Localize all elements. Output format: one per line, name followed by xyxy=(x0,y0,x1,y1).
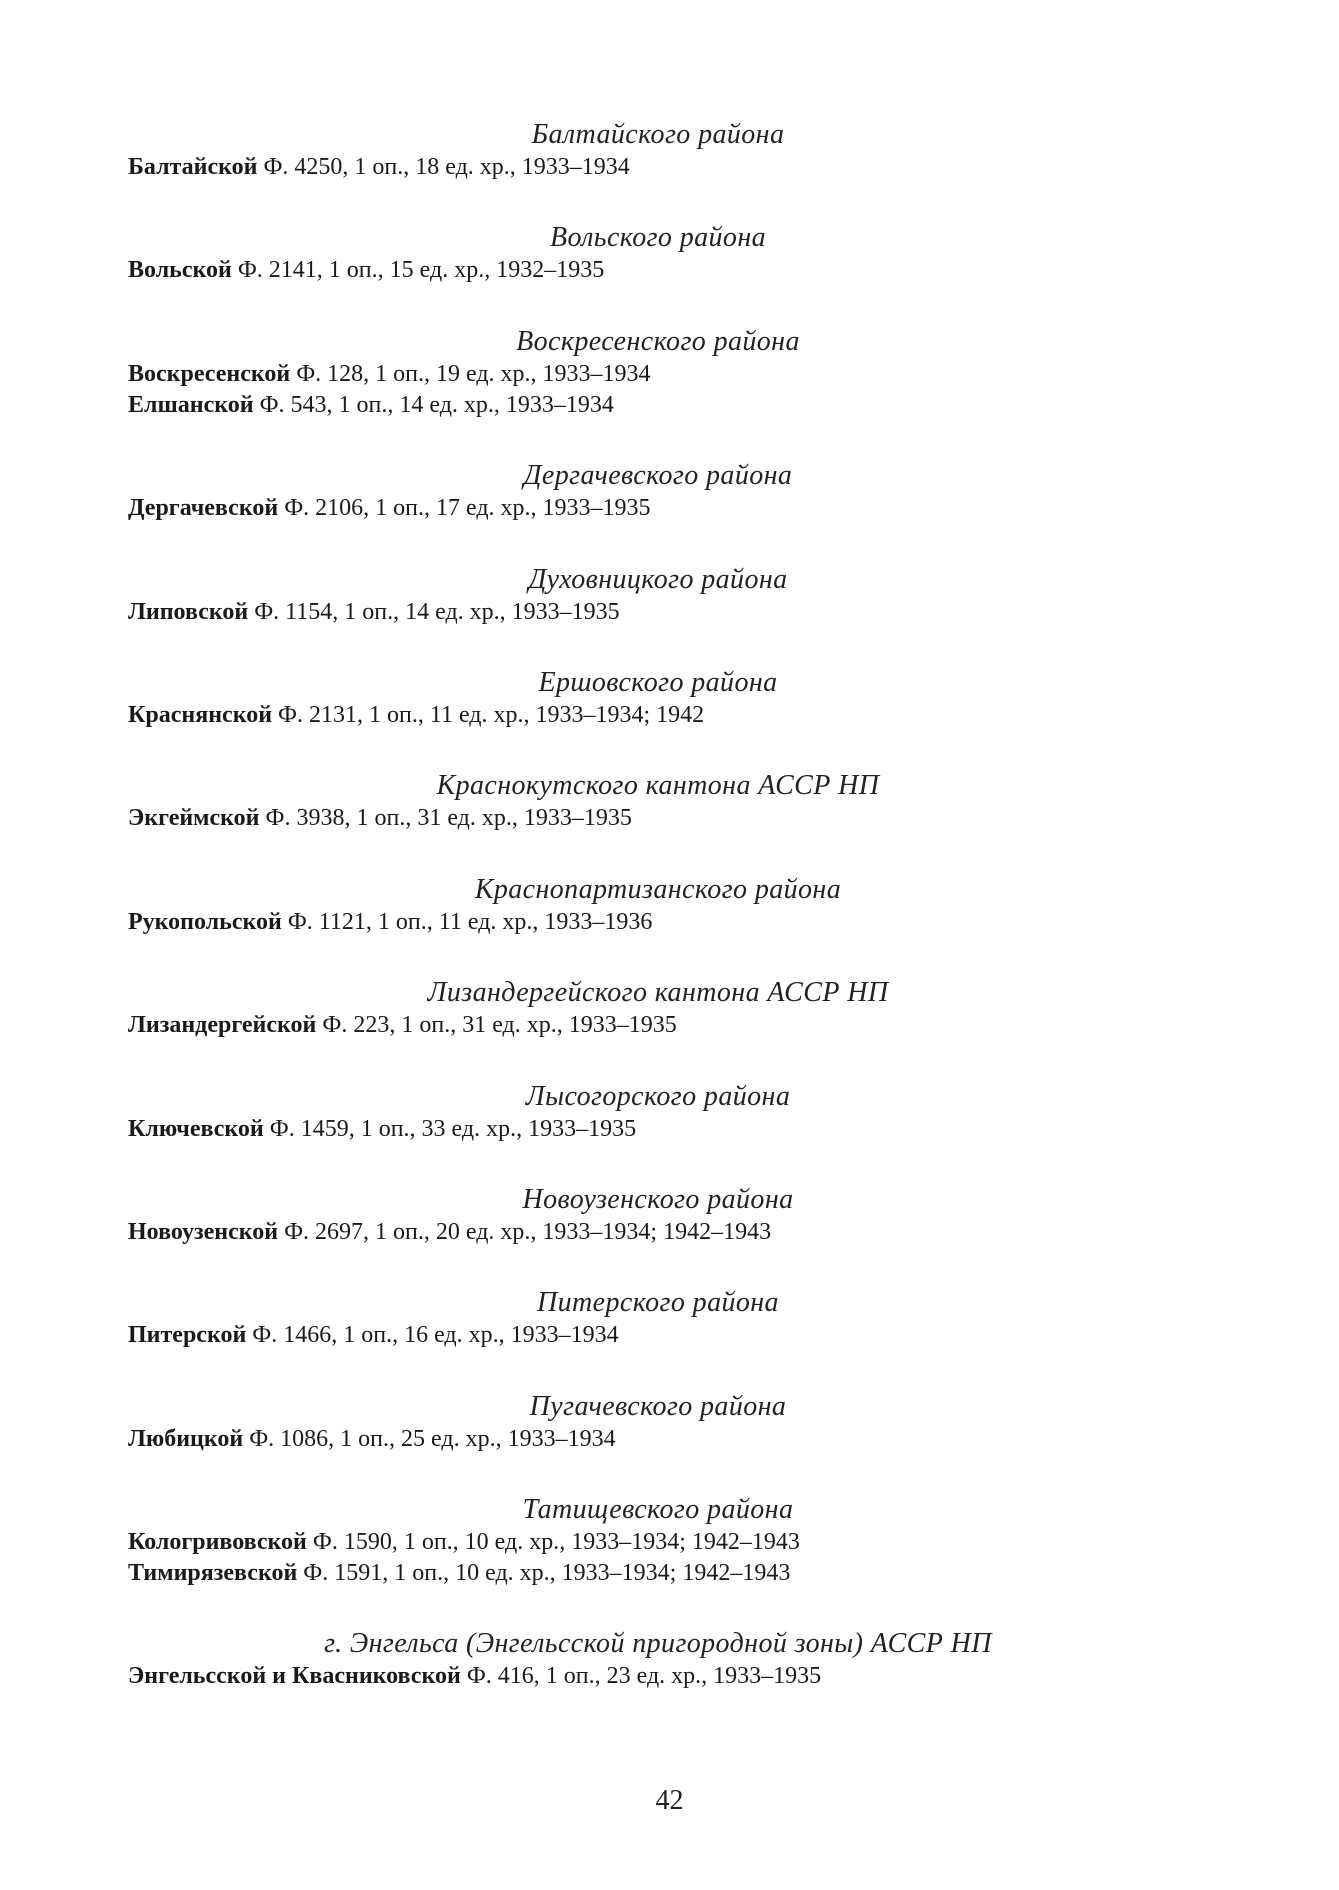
fund-entry xyxy=(128,1424,1188,1455)
section-heading: Лизандергейского кантона АССР НП xyxy=(427,977,889,1009)
section-novouzensk xyxy=(128,1183,1188,1286)
entry-details: Ф. 543, 1 оп., 14 ед. хр., 1933–1934 xyxy=(259,391,614,418)
fund-entry xyxy=(128,803,1188,834)
section-heading: Питерского района xyxy=(537,1287,779,1319)
fund-entry xyxy=(128,152,1188,183)
entry-details: Ф. 128, 1 оп., 19 ед. хр., 1933–1934 xyxy=(296,360,651,387)
entry-details: Ф. 1086, 1 оп., 25 ед. хр., 1933–1934 xyxy=(249,1425,616,1452)
section-pugachev xyxy=(128,1390,1188,1493)
section-ershov xyxy=(128,666,1188,769)
fund-entry xyxy=(128,390,1188,421)
entry-name: Рукопольской xyxy=(128,908,282,935)
fund-entry xyxy=(128,255,1188,286)
section-krasny-kut xyxy=(128,769,1188,872)
section-heading: Дергачевского района xyxy=(523,460,793,492)
entry-details: Ф. 1466, 1 оп., 16 ед. хр., 1933–1934 xyxy=(252,1322,619,1349)
fund-entry xyxy=(128,1010,1188,1041)
fund-entry xyxy=(128,1320,1188,1351)
section-heading: Новоузенского района xyxy=(522,1183,794,1215)
entry-details: Ф. 2106, 1 оп., 17 ед. хр., 1933–1935 xyxy=(284,495,651,522)
section-volsk xyxy=(128,221,1188,324)
fund-entry xyxy=(128,1217,1188,1248)
section-heading: Лысогорского района xyxy=(525,1080,791,1112)
fund-entry xyxy=(128,1114,1188,1145)
entry-name: Липовской xyxy=(128,598,249,625)
entry-name: Питерской xyxy=(128,1322,247,1349)
entry-name: Любицкой xyxy=(128,1425,244,1452)
entry-name: Новоузенской xyxy=(128,1218,279,1245)
section-lizandergei xyxy=(128,976,1188,1079)
entry-details: Ф. 3938, 1 оп., 31 ед. хр., 1933–1935 xyxy=(265,805,632,832)
section-heading: Балтайского района xyxy=(531,119,785,150)
archive-listing xyxy=(128,118,1188,1731)
fund-entry xyxy=(128,493,1188,524)
entry-name: Дергачевской xyxy=(128,495,279,522)
section-heading: Вольского района xyxy=(549,222,767,254)
entry-name: Кологривовской xyxy=(128,1529,307,1556)
entry-name: Елшанской xyxy=(128,391,254,418)
entry-name: Лизандергейской xyxy=(128,1012,317,1039)
entry-details: Ф. 2697, 1 оп., 20 ед. хр., 1933–1934; 1942–1943 xyxy=(284,1218,772,1245)
entry-name: Ключевской xyxy=(128,1115,264,1142)
entry-details: Ф. 4250, 1 оп., 18 ед. хр., 1933–1934 xyxy=(263,154,630,180)
section-heading: Воскресенского района xyxy=(516,325,800,357)
fund-entry xyxy=(128,700,1188,731)
entry-details: Ф. 1154, 1 оп., 14 ед. хр., 1933–1935 xyxy=(254,598,620,625)
fund-entry xyxy=(128,1527,1188,1558)
section-heading: Краснопартизанского района xyxy=(474,873,842,905)
section-heading: Ершовского района xyxy=(538,666,778,698)
fund-entry xyxy=(128,1558,1188,1589)
section-lysye-gory xyxy=(128,1080,1188,1183)
entry-name: Экгеймской xyxy=(128,805,260,832)
entry-name: Краснянской xyxy=(128,701,273,728)
fund-entry xyxy=(128,359,1188,390)
section-dergachi xyxy=(128,459,1188,562)
entry-details: Ф. 416, 1 оп., 23 ед. хр., 1933–1935 xyxy=(466,1663,822,1690)
entry-name: Вольской xyxy=(128,257,232,284)
section-voskresensk xyxy=(128,325,1188,459)
entry-details: Ф. 1591, 1 оп., 10 ед. хр., 1933–1934; 1942–1943 xyxy=(303,1560,791,1587)
section-heading: г. Энгельса (Энгельсской пригородной зоны) АССР НП xyxy=(324,1628,992,1660)
page-number: 42 xyxy=(655,1785,684,1816)
entry-details: Ф. 223, 1 оп., 31 ед. хр., 1933–1935 xyxy=(322,1012,677,1039)
entry-name: Тимирязевской xyxy=(128,1560,298,1587)
section-heading: Пугачевского района xyxy=(529,1390,787,1422)
section-dukhovnitskoe xyxy=(128,563,1188,666)
section-heading: Краснокутского кантона АССР НП xyxy=(436,770,880,802)
section-piterka xyxy=(128,1286,1188,1389)
entry-name: Энгельсской и Квасниковской xyxy=(128,1663,461,1690)
section-baltai xyxy=(128,118,1188,221)
section-tatishchevo xyxy=(128,1493,1188,1627)
section-heading: Духовницкого района xyxy=(528,563,788,595)
entry-name: Балтайской xyxy=(128,154,258,180)
section-krasnopartizansk xyxy=(128,873,1188,976)
fund-entry xyxy=(128,907,1188,938)
entry-details: Ф. 2131, 1 оп., 11 ед. хр., 1933–1934; 1942 xyxy=(278,701,705,728)
entry-details: Ф. 1459, 1 оп., 33 ед. хр., 1933–1935 xyxy=(269,1115,637,1142)
entry-name: Воскресенской xyxy=(128,360,291,387)
section-engels xyxy=(128,1627,1188,1730)
entry-details: Ф. 1590, 1 оп., 10 ед. хр., 1933–1934; 1942–1943 xyxy=(312,1529,800,1556)
entry-details: Ф. 2141, 1 оп., 15 ед. хр., 1932–1935 xyxy=(237,257,605,284)
fund-entry xyxy=(128,597,1188,628)
entry-details: Ф. 1121, 1 оп., 11 ед. хр., 1933–1936 xyxy=(287,908,653,935)
section-heading: Татищевского района xyxy=(522,1494,794,1526)
fund-entry xyxy=(128,1661,1188,1692)
